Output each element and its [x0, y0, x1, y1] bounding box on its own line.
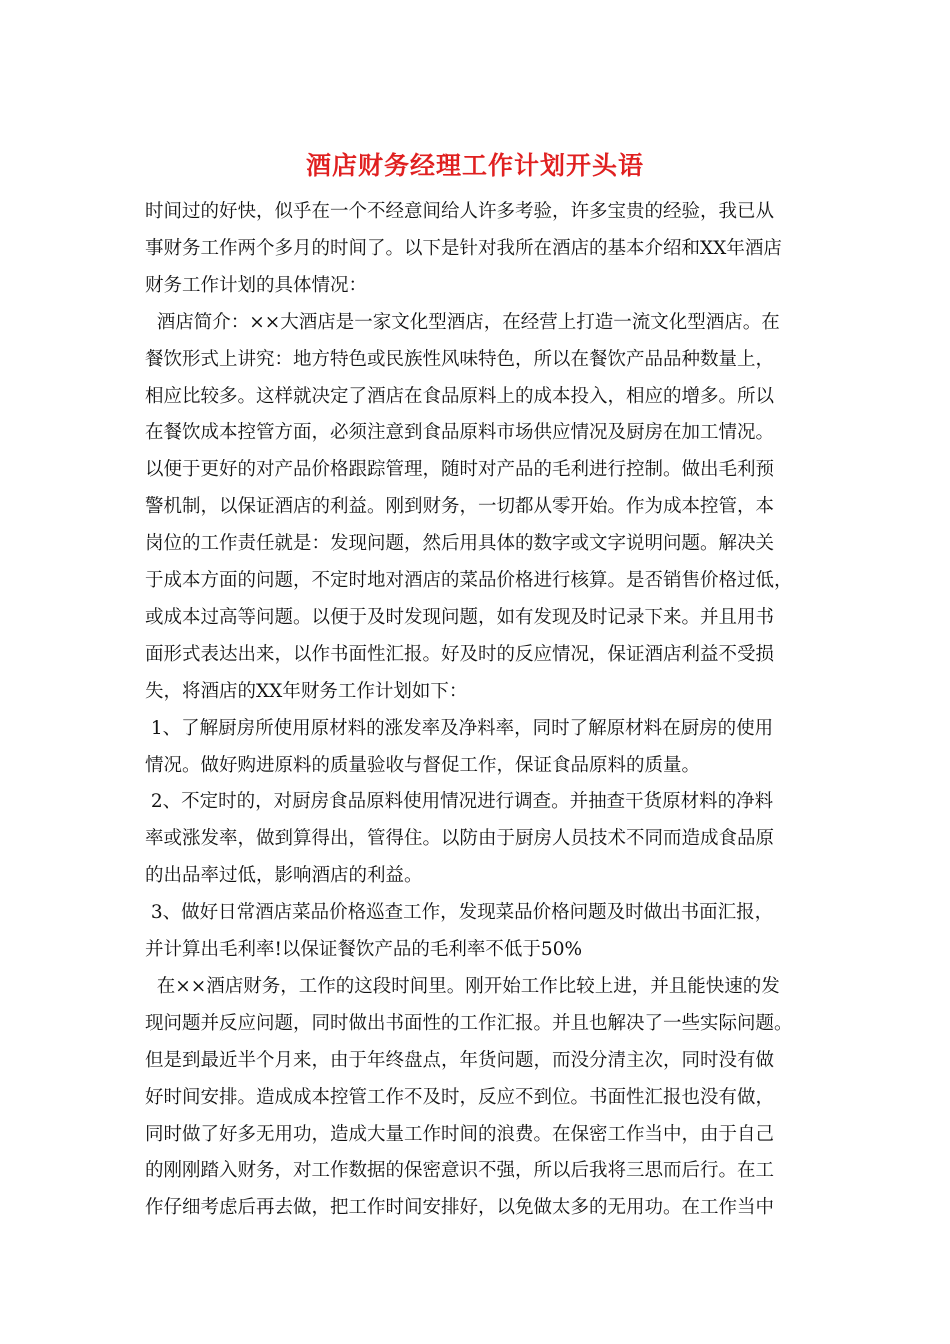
body-line: 餐饮形式上讲究：地方特色或民族性风味特色，所以在餐饮产品品种数量上， [145, 348, 775, 370]
body-line: 的出品率过低，影响酒店的利益。 [145, 865, 423, 887]
body-line: 相应比较多。这样就决定了酒店在食品原料上的成本投入，相应的增多。所以 [145, 385, 775, 407]
body-line: 事财务工作两个多月的时间了。以下是针对我所在酒店的基本介绍和XX年酒店 [145, 237, 782, 259]
body-line: 现问题并反应问题，同时做出书面性的工作汇报。并且也解决了一些实际问题。 [145, 1012, 793, 1034]
body-line: 失，将酒店的XX年财务工作计划如下： [145, 680, 468, 702]
body-line: 财务工作计划的具体情况： [145, 274, 368, 296]
body-line: 并计算出毛利率!以保证餐饮产品的毛利率不低于50% [145, 939, 583, 960]
body-line: 警机制，以保证酒店的利益。刚到财务，一切都从零开始。作为成本控管，本 [145, 496, 775, 518]
body-line: 在××酒店财务，工作的这段时间里。刚开始工作比较上进，并且能快速的发 [145, 975, 780, 997]
body-line: 作仔细考虑后再去做，把工作时间安排好，以免做太多的无用功。在工作当中 [145, 1197, 775, 1219]
body-line: 时间过的好快，似乎在一个不经意间给人许多考验，许多宝贵的经验，我已从 [145, 201, 775, 222]
body-line: 率或涨发率，做到算得出，管得住。以防由于厨房人员技术不同而造成食品原 [145, 828, 775, 850]
body-line: 3、做好日常酒店菜品价格巡查工作，发现菜品价格问题及时做出书面汇报， [145, 902, 774, 924]
body-line: 2、不定时的，对厨房食品原料使用情况进行调查。并抽查干货原材料的净料 [145, 791, 774, 813]
body-line: 面形式表达出来，以作书面性汇报。好及时的反应情况，保证酒店利益不受损 [145, 643, 775, 665]
body-line: 的刚刚踏入财务，对工作数据的保密意识不强，所以后我将三思而后行。在工 [145, 1160, 775, 1182]
body-line: 于成本方面的问题，不定时地对酒店的菜品价格进行核算。是否销售价格过低， [145, 570, 793, 591]
body-line: 酒店简介：××大酒店是一家文化型酒店，在经营上打造一流文化型酒店。在 [145, 311, 780, 333]
body-line: 同时做了好多无用功，造成大量工作时间的浪费。在保密工作当中，由于自己 [145, 1123, 775, 1145]
body-line: 岗位的工作责任就是：发现问题，然后用具体的数字或文字说明问题。解决关 [145, 533, 775, 555]
body-line: 在餐饮成本控管方面，必须注意到食品原料市场供应情况及厨房在加工情况。 [145, 422, 775, 444]
body-line: 或成本过高等问题。以便于及时发现问题，如有发现及时记录下来。并且用书 [145, 606, 775, 628]
body-line: 好时间安排。造成成本控管工作不及时，反应不到位。书面性汇报也没有做， [145, 1086, 775, 1108]
body-line: 但是到最近半个月来，由于年终盘点，年货问题，而没分清主次，同时没有做 [145, 1049, 775, 1071]
body-line: 1、了解厨房所使用原材料的涨发率及净料率，同时了解原材料在厨房的使用 [145, 717, 774, 739]
document-title: 酒店财务经理工作计划开头语 [305, 151, 644, 180]
body-line: 以便于更好的对产品价格跟踪管理，随时对产品的毛利进行控制。做出毛利预 [145, 459, 775, 481]
body-line: 情况。做好购进原料的质量验收与督促工作，保证食品原料的质量。 [145, 754, 701, 776]
